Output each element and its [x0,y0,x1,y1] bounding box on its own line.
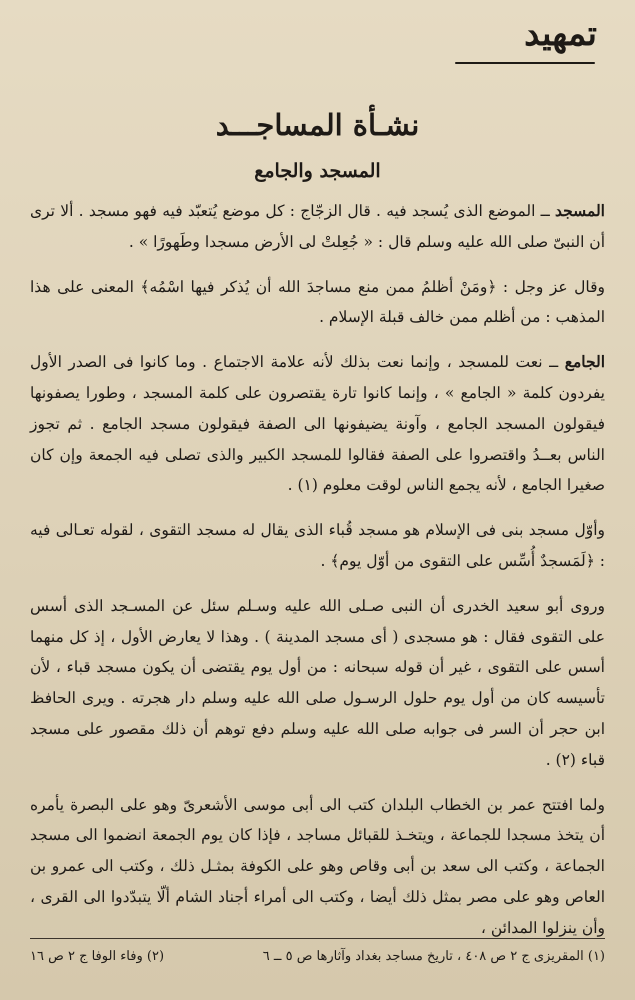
paragraph-abu-said [30,591,605,776]
body-text [30,196,605,958]
paragraph-masjid [30,196,605,258]
term-dash: ــ [542,353,565,372]
paragraph-text: وقال عز وجل : ﴿ومَنْ أظلمُ ممن منع مساجدَ الله أن يُذكر فيها اسْمُه﴾ المعنى على هذا المذهب : من أظلم ممن خالف قبلة الإسلام . [30,277,605,327]
paragraph-umar [30,790,605,944]
term-dash: ــ [535,202,556,220]
paragraph-text: ولما افتتح عمر بن الخطاب البلدان كتب الى أبى موسى الأشعرىّ وهو على البصرة يأمره أن يتخذ مسجدا للجماعة ، ويتخـذ للقبائل مساجد ، فإذا كان يوم الجمعة انضموا الى مسجد الجماعة ، وكتب الى سعد بن أبى وقاص وهو على الكوفة بمثـل ذلك ، وكتب الى عمرو بن العاص وهو على مصر بمثل ذلك أيضا ، وكتب الى أمراء أجناد الشام ألّا يتبدّدوا الى القرى ، وأن ينزلوا المدائن ، [30,795,605,937]
paragraph-text: وروى أبو سعيد الخدرى أن النبى صـلى الله عليه وسـلم سئل عن المسـجد الذى أسس على التقوى فقال : هو مسجدى ( أى مسجد المدينة ) . وهذا لا يعارض الأول ، إذ كل منهما أسس على التقوى ، غير أن قوله سبحانه : من أول يوم يقتضى أن يكون مسجد قباء ، لأن تأسيسه كان من أول يوم حلول الرسـول صلى الله عليه وسلم دار هجرته . ويرى الحافظ ابن حجر أن السر فى جوابه صلى الله عليه وسلم دفع توهم أن ذلك مقصور على مسجد قباء (٢) . [30,596,605,769]
paragraph-jami [30,347,605,501]
footnote-2: (٢) وفاء الوفا ج ٢ ص ١٦ [30,949,165,964]
paragraph-quran-verse [30,272,605,334]
paragraph-text: وأوّل مسجد بنى فى الإسلام هو مسجد قُباء الذى يقال له مسجد التقوى ، لقوله تعـالى فيه : ﴿لَمَسجدٌ أُسِّس على التقوى من أوّل يوم﴾ . [30,521,605,570]
section-title: نشـأة المساجـــد [215,108,420,142]
term-jami: الجامع [564,352,606,372]
chapter-underline [455,62,595,64]
paragraph-first-mosque [30,515,605,577]
chapter-title: تمهيد [524,14,597,54]
footnote-1: (١) المقريزى ج ٢ ص ٤٠٨ ، تاريخ مساجد بغداد وآثارها ص ٥ ــ ٦ [262,949,605,964]
paragraph-text: نعت للمسجد ، وإنما نعت بذلك لأنه علامة الاجتماع . وما كانوا فى الصدر الأول يفردون كلمة « الجامع » ، وإنما كانوا تارة يقتصرون على كلمة المسجد ، وطورا يصفونها فيقولون المسجد الجامع ، وآونة يضيفونها الى الصفة فيقولون مسجد الجامع . ثم تجوز الناس بعــدُ واقتصروا على الصفة فقالوا للمسجد الكبير والذى تصلى فيه الجمعة وإن كان صغيرا الجامع ، لأنه يجمع الناس لوقت معلوم (١) . [30,353,605,495]
section-subtitle: المسجد والجامع [254,160,381,182]
term-masjid: المسجد [555,201,605,220]
paragraph-text: الموضع الذى يُسجد فيه . قال الزجّاج : كل موضع يُتعبّد فيه فهو مسجد . ألا ترى أن النبىّ صلى الله عليه وسلم قال : « جُعِلتْ لى الأرض مسجدا وطَهورًا » . [30,202,605,251]
footnotes [30,938,605,964]
